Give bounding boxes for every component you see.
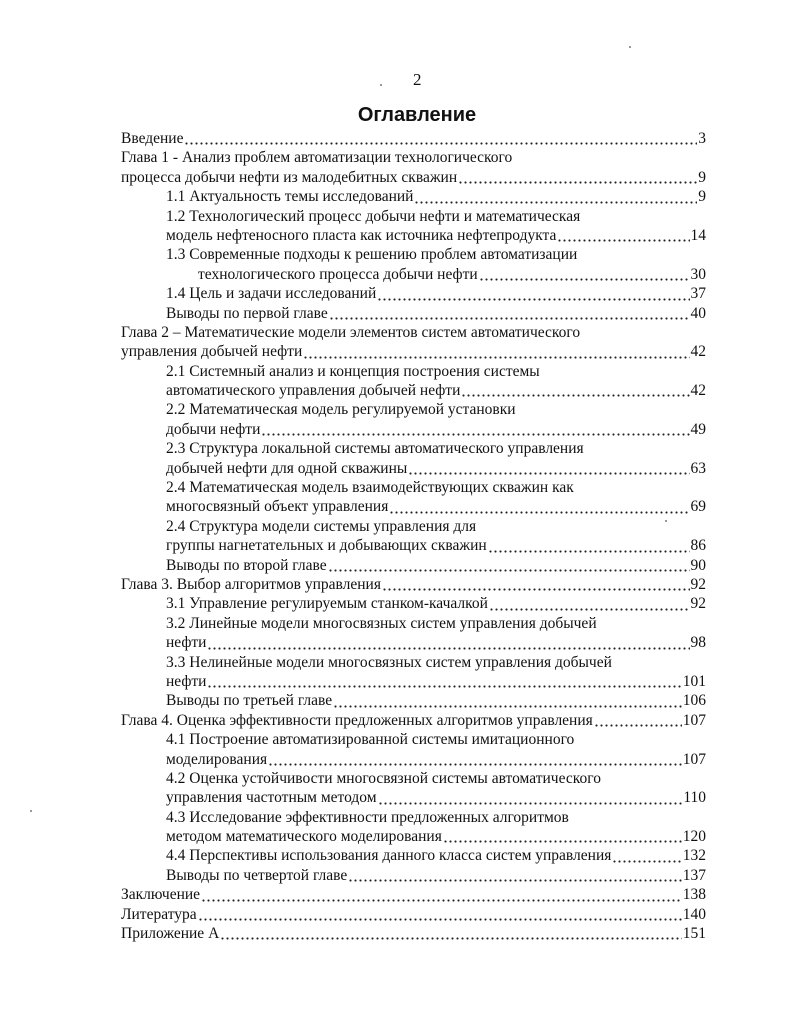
- toc-page-number: 107: [682, 750, 706, 768]
- toc-entry: [0, 439, 799, 458]
- toc-page-number: 37: [690, 285, 706, 303]
- toc-page-number: 42: [690, 343, 706, 361]
- toc-entry-text: 2.2 Математическая модель регулируемой установки: [166, 401, 516, 419]
- dot-leader: [303, 356, 689, 359]
- toc-page-number: 106: [682, 692, 706, 710]
- toc-entry-text: 3.1 Управление регулируемым станком-качалкой: [166, 595, 488, 613]
- toc-page-number: 9: [698, 168, 706, 186]
- table-of-contents: [0, 129, 799, 943]
- toc-entry: [0, 362, 799, 381]
- toc-entry-text: добычи нефти: [166, 420, 261, 438]
- toc-entry-text: 3.3 Нелинейные модели многосвязных систем управления добычей: [166, 653, 612, 671]
- toc-entry: [0, 187, 799, 206]
- toc-entry: [0, 614, 799, 633]
- toc-page-number: 49: [690, 420, 706, 438]
- toc-entry: [0, 536, 799, 555]
- toc-entry-text: методом математического моделирования: [166, 828, 442, 846]
- toc-page-number: 151: [682, 925, 706, 943]
- toc-entry-text: управления добычей нефти: [121, 343, 303, 361]
- toc-entry-text: Выводы по первой главе: [166, 304, 328, 322]
- toc-page-number: 30: [690, 265, 706, 283]
- scan-speck: [629, 46, 631, 48]
- toc-entry: [0, 788, 799, 807]
- toc-page-number: 3: [698, 130, 706, 147]
- dot-leader: [268, 763, 682, 766]
- dot-leader: [198, 918, 682, 921]
- dot-leader: [382, 588, 690, 591]
- toc-page-number: 101: [682, 672, 706, 690]
- toc-entry: [0, 517, 799, 536]
- toc-entry-text: 2.4 Структура модели системы управления для: [166, 517, 477, 535]
- toc-entry: [0, 226, 799, 245]
- toc-entry-text: добычей нефти для одной скважины: [166, 459, 408, 477]
- toc-entry: [0, 148, 799, 167]
- toc-entry: [0, 730, 799, 749]
- toc-page-number: 9: [698, 188, 706, 206]
- toc-page-number: 140: [682, 905, 706, 923]
- toc-entry: [0, 691, 799, 710]
- toc-entry: [0, 459, 799, 478]
- dot-leader: [328, 569, 690, 572]
- toc-entry-text: процесса добычи нефти из малодебитных скважин: [121, 168, 458, 186]
- toc-entry-text: 3.2 Линейные модели многосвязных систем управления добычей: [166, 614, 597, 632]
- toc-entry: [0, 245, 799, 264]
- toc-entry-text: 1.2 Технологический процесс добычи нефти и математическая: [166, 207, 581, 225]
- toc-entry: [0, 342, 799, 361]
- toc-entry-text: Выводы по третьей главе: [166, 692, 333, 710]
- toc-page-number: 98: [690, 634, 706, 652]
- toc-entry-text: Введение: [121, 130, 184, 147]
- toc-entry: [0, 769, 799, 788]
- toc-entry-text: Выводы по второй главе: [166, 556, 327, 574]
- dot-leader: [488, 550, 690, 553]
- dot-leader: [594, 724, 682, 727]
- toc-entry-text: 4.1 Построение автоматизированной системы имитационного: [166, 731, 575, 749]
- toc-page-number: 138: [682, 886, 706, 904]
- dot-leader: [389, 511, 689, 514]
- toc-page-number: 90: [690, 556, 706, 574]
- dot-leader: [261, 433, 689, 436]
- dot-leader: [557, 239, 689, 242]
- dot-leader: [329, 317, 690, 320]
- dot-leader: [348, 879, 682, 882]
- toc-page-number: 69: [690, 498, 706, 516]
- dot-leader: [220, 937, 681, 940]
- toc-page-number: 92: [690, 575, 706, 593]
- toc-entry-text: нефти: [166, 672, 207, 690]
- toc-page-number: 92: [690, 595, 706, 613]
- toc-entry: [0, 556, 799, 575]
- toc-entry: [0, 808, 799, 827]
- toc-entry: [0, 284, 799, 303]
- dot-leader: [184, 142, 697, 145]
- toc-page-number: 86: [690, 537, 706, 555]
- toc-entry-text: 2.1 Системный анализ и концепция построения системы: [166, 362, 540, 380]
- toc-entry: [0, 924, 799, 943]
- dot-leader: [443, 840, 682, 843]
- toc-entry-text: Заключение: [121, 886, 201, 904]
- toc-entry-text: Глава 4. Оценка эффективности предложенных алгоритмов управления: [121, 711, 593, 729]
- dot-leader: [201, 899, 682, 902]
- toc-entry-text: нефти: [166, 634, 207, 652]
- toc-entry-text: 1.4 Цель и задачи исследований: [166, 285, 377, 303]
- toc-entry: [0, 885, 799, 904]
- toc-entry: [0, 653, 799, 672]
- page-number: 2: [413, 70, 422, 89]
- dot-leader: [489, 608, 690, 611]
- toc-entry-text: автоматического управления добычей нефти: [166, 382, 461, 400]
- dot-leader: [479, 278, 690, 281]
- toc-entry: [0, 265, 799, 284]
- toc-entry: [0, 633, 799, 652]
- toc-entry-text: 4.3 Исследование эффективности предложенных алгоритмов: [166, 808, 569, 826]
- toc-entry-text: 4.4 Перспективы использования данного класса систем управления: [166, 847, 612, 865]
- toc-page-number: 110: [683, 789, 706, 807]
- toc-page-number: 132: [682, 847, 706, 865]
- toc-entry-text: модель нефтеносного пласта как источника нефтепродукта: [166, 226, 557, 244]
- toc-entry: [0, 168, 799, 187]
- toc-entry: [0, 905, 799, 924]
- toc-entry-text: 4.2 Оценка устойчивости многосвязной системы автоматического: [166, 769, 601, 787]
- page-title: Оглавление: [357, 104, 477, 126]
- toc-entry: [0, 323, 799, 342]
- toc-entry: [0, 711, 799, 730]
- toc-entry: [0, 304, 799, 323]
- toc-entry-text: 2.4 Математическая модель взаимодействующих скважин как: [166, 479, 574, 497]
- dot-leader: [207, 685, 681, 688]
- toc-entry-text: Глава 3. Выбор алгоритмов управления: [121, 575, 381, 593]
- toc-entry-text: группы нагнетательных и добывающих скважин: [166, 537, 487, 555]
- dot-leader: [414, 201, 697, 204]
- toc-entry: [0, 750, 799, 769]
- toc-entry: [0, 400, 799, 419]
- toc-entry: [0, 478, 799, 497]
- toc-page-number: 107: [682, 711, 706, 729]
- toc-entry: [0, 207, 799, 226]
- toc-entry-text: многосвязный объект управления: [166, 498, 389, 516]
- dot-leader: [612, 860, 681, 863]
- toc-page-number: 137: [682, 866, 706, 884]
- scan-speck: [380, 84, 382, 86]
- toc-entry-text: Глава 2 – Математические модели элементов систем автоматического: [121, 323, 581, 341]
- toc-entry: [0, 420, 799, 439]
- toc-entry: [0, 129, 799, 148]
- dot-leader: [378, 802, 683, 805]
- toc-entry-text: Выводы по четвертой главе: [166, 866, 348, 884]
- toc-entry: [0, 381, 799, 400]
- toc-entry: [0, 672, 799, 691]
- toc-page-number: 63: [690, 459, 706, 477]
- toc-entry-text: моделирования: [166, 750, 268, 768]
- toc-entry-text: управления частотным методом: [166, 789, 377, 807]
- toc-entry-text: 1.1 Актуальность темы исследований: [166, 188, 414, 206]
- toc-entry: [0, 846, 799, 865]
- toc-entry: [0, 575, 799, 594]
- toc-entry-text: 1.3 Современные подходы к решению проблем автоматизации: [166, 246, 578, 264]
- toc-entry: [0, 497, 799, 516]
- toc-page-number: 120: [682, 828, 706, 846]
- toc-entry-text: Литература: [121, 905, 197, 923]
- dot-leader: [207, 647, 689, 650]
- toc-entry-text: Глава 1 - Анализ проблем автоматизации технологического: [121, 149, 513, 167]
- dot-leader: [377, 298, 689, 301]
- toc-entry-text: Приложение А: [121, 925, 220, 943]
- dot-leader: [333, 705, 682, 708]
- toc-page-number: 42: [690, 382, 706, 400]
- dot-leader: [408, 472, 689, 475]
- toc-entry: [0, 827, 799, 846]
- toc-page-number: 40: [690, 304, 706, 322]
- toc-entry-text: технологического процесса добычи нефти: [198, 265, 478, 283]
- dot-leader: [458, 181, 697, 184]
- toc-page-number: 14: [690, 226, 706, 244]
- toc-entry: [0, 866, 799, 885]
- toc-entry-text: 2.3 Структура локальной системы автоматического управления: [166, 440, 584, 458]
- dot-leader: [461, 394, 689, 397]
- toc-entry: [0, 594, 799, 613]
